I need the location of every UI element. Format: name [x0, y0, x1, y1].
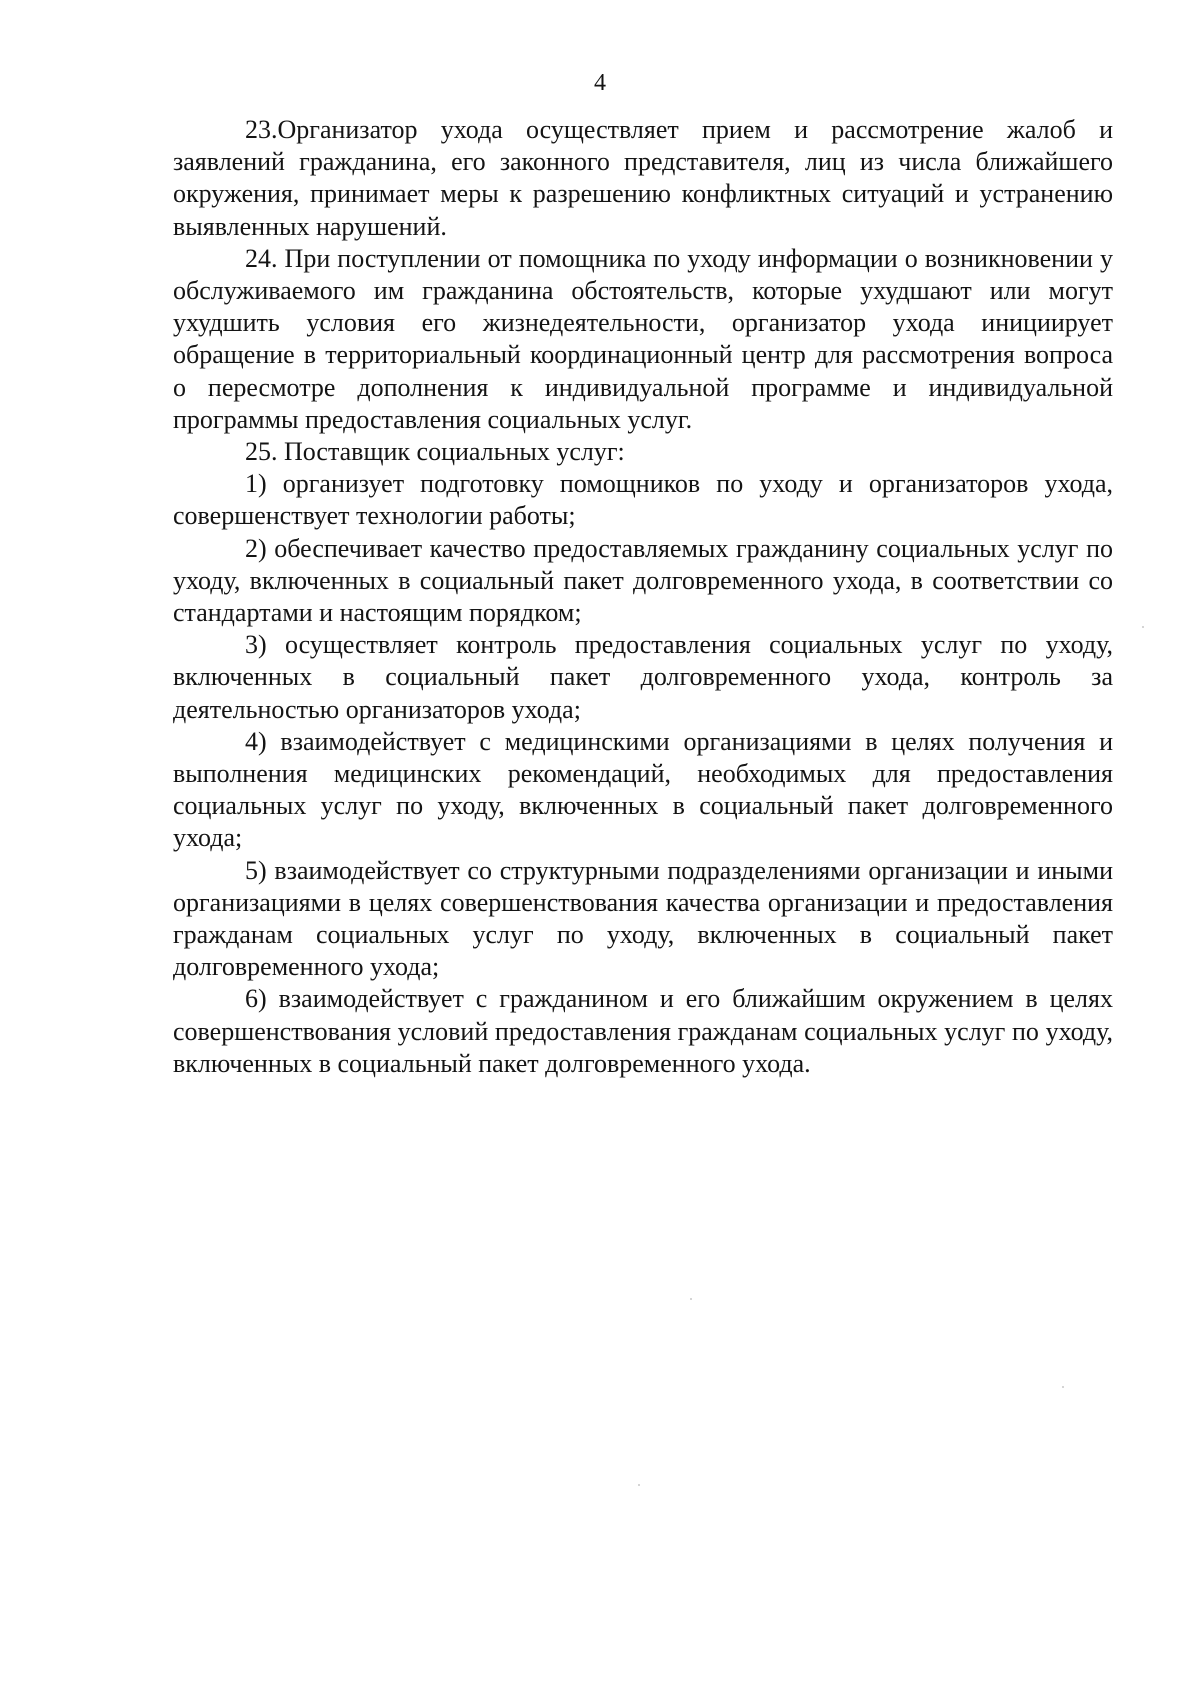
paragraph-25-heading: 25. Поставщик социальных услуг: [245, 437, 625, 467]
list-item-1: 1) организует подготовку помощников по уходу и организаторов ухода, совершенствует технологии работы; [173, 469, 1113, 531]
document-body [173, 114, 1113, 1080]
list-item-4: 4) взаимодействует с медицинскими организациями в целях получения и выполнения медицинских рекомендаций, необходимых для предоставления социальных услуг по уходу, включенных в социальный пакет долговременного ухода; [173, 726, 1113, 853]
scan-speck [1142, 626, 1144, 628]
paragraph-23: 23.Организатор ухода осуществляет прием и рассмотрение жалоб и заявлений гражданина, его законного представителя, лиц из числа ближайшего окружения, принимает меры к разрешению конфликтных ситуаций и устранению выявленных нарушений. [173, 115, 1113, 241]
scan-speck [1062, 1386, 1064, 1388]
list-item-6: 6) взаимодействует с гражданином и его ближайшим окружением в целях совершенствования условий предоставления гражданам социальных услуг по уходу, включенных в социальный пакет долговременного ухода. [173, 984, 1113, 1078]
list-item-5: 5) взаимодействует со структурными подразделениями организации и иными организациями в целях совершенствования качества организации и предоставления гражданам социальных услуг по уходу, включенных в социальный пакет долговременного ухода; [173, 855, 1113, 982]
paragraph-24: 24. При поступлении от помощника по уходу информации о возникновении у обслуживаемого им гражданина обстоятельств, которые ухудшают или могут ухудшить условия его жизнедеятельности, организатор ухода инициирует обращение в территориальный координационный центр для рассмотрения вопроса о пересмотре дополнения к индивидуальной программе и индивидуальной программы предоставления социальных услуг. [173, 243, 1113, 434]
scan-speck [638, 1484, 640, 1486]
list-item-2: 2) обеспечивает качество предоставляемых гражданину социальных услуг по уходу, включенных в социальный пакет долговременного ухода, в соответствии со стандартами и настоящим порядком; [173, 533, 1113, 628]
scan-speck [690, 1298, 692, 1300]
page-number: 4 [594, 70, 606, 96]
list-item-3: 3) осуществляет контроль предоставления социальных услуг по уходу, включенных в социальный пакет долговременного ухода, контроль за деятельностью организаторов ухода; [173, 630, 1113, 724]
